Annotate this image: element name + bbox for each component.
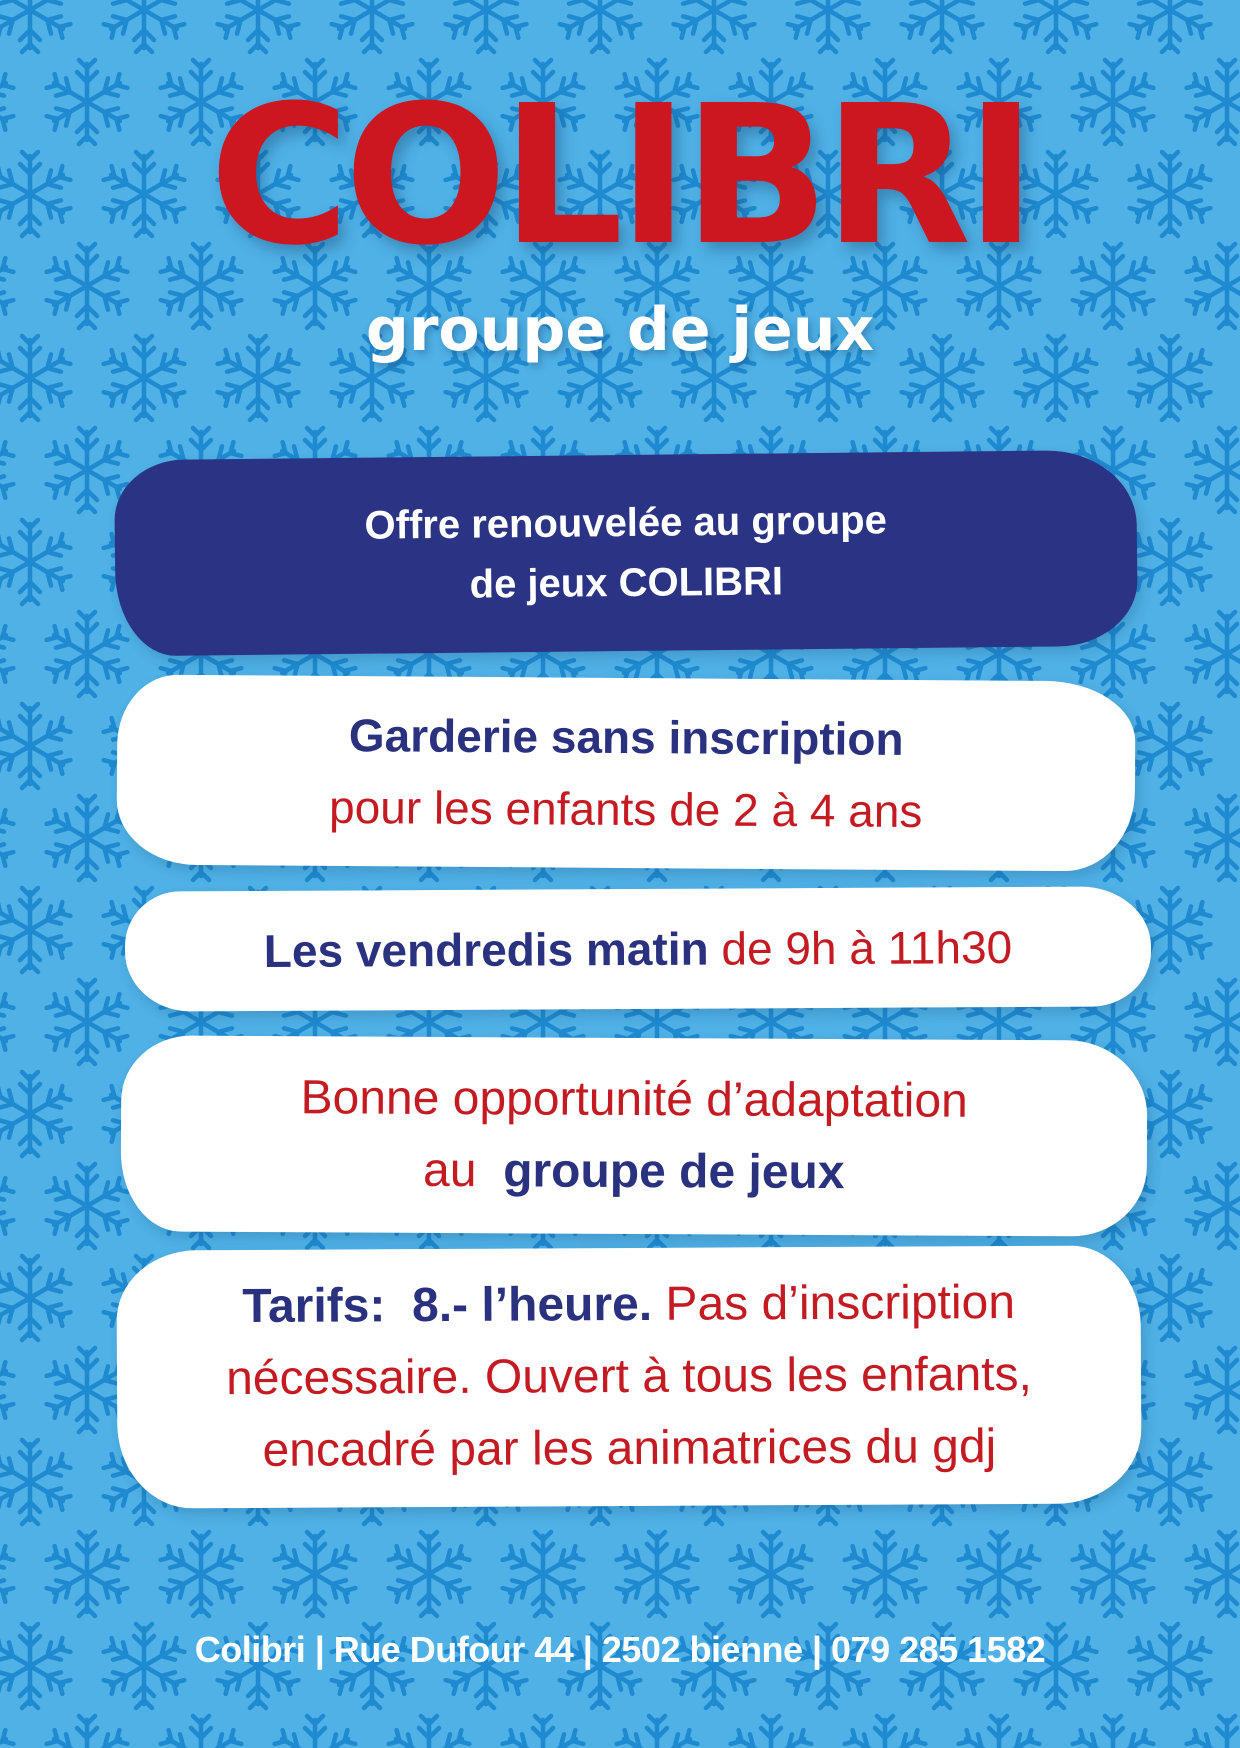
snowflake-icon <box>0 888 71 972</box>
snowflake-icon <box>1186 796 1240 880</box>
adaptation-line-2 <box>423 1135 845 1209</box>
snowflake-icon <box>1129 704 1212 788</box>
snowflake-icon <box>46 980 129 1064</box>
snowflake-icon <box>1186 1532 1240 1616</box>
snowflake-icon <box>559 0 642 52</box>
snowflake-icon <box>0 980 14 1064</box>
schedule-panel <box>125 886 1152 1011</box>
snowflake-icon <box>0 796 14 880</box>
snowflake-icon <box>46 428 129 512</box>
snowflake-icon <box>1072 1716 1155 1748</box>
snowflake-icon <box>958 1532 1041 1616</box>
snowflake-icon <box>0 1164 14 1248</box>
snowflake-icon <box>160 1532 243 1616</box>
snowflake-icon <box>1186 1348 1240 1432</box>
snowflake-icon <box>331 0 414 52</box>
snowflake-icon <box>730 1532 813 1616</box>
snowflake-icon <box>502 1532 585 1616</box>
subtitle: groupe de jeux <box>365 295 875 365</box>
snowflake-icon <box>388 1532 471 1616</box>
pricing-price: 8.- l’heure. <box>411 1277 653 1333</box>
adaptation-prefix: au <box>422 1143 477 1198</box>
snowflake-icon <box>445 0 528 52</box>
garderie-age-range: pour les enfants de 2 à 4 ans <box>328 780 923 838</box>
snowflake-icon <box>901 0 984 52</box>
snowflake-icon <box>958 1716 1041 1748</box>
snowflake-icon <box>616 1532 699 1616</box>
snowflake-icon <box>0 520 71 604</box>
pricing-line-1 <box>242 1267 1015 1343</box>
pricing-label: Tarifs: <box>242 1279 386 1334</box>
snowflake-icon <box>1186 612 1240 696</box>
snowflake-icon <box>1015 0 1098 52</box>
snowflake-icon <box>0 1716 14 1748</box>
snowflake-icon <box>1186 428 1240 512</box>
snowflake-icon <box>1129 520 1212 604</box>
snowflake-icon <box>46 796 129 880</box>
snowflake-icon <box>787 0 870 52</box>
contact-footer: Colibri | Rue Dufour 44 | 2502 bienne | 079 285 1582 <box>194 1629 1046 1670</box>
snowflake-icon <box>274 1532 357 1616</box>
adaptation-emphasis: groupe de jeux <box>503 1144 845 1200</box>
adaptation-line-1: Bonne opportunité d’adaptation <box>300 1071 968 1128</box>
snowflake-icon <box>160 1716 243 1748</box>
adaptation-panel <box>120 1035 1147 1236</box>
schedule-hours: de 9h à 11h30 <box>721 921 1013 975</box>
snowflake-icon <box>1186 1164 1240 1248</box>
garderie-panel <box>116 674 1135 871</box>
brand-title: COLIBRI <box>209 65 1031 288</box>
snowflake-icon <box>1186 1716 1240 1748</box>
snowflake-icon <box>0 1256 71 1340</box>
snowflake-icon <box>1186 980 1240 1064</box>
snowflake-icon <box>844 1532 927 1616</box>
snowflake-icon <box>0 1440 71 1524</box>
snowflake-icon <box>0 1348 14 1432</box>
offer-banner <box>114 450 1138 657</box>
offer-line-1: Offre renouvelée au groupe <box>364 498 888 548</box>
snowflake-icon <box>46 1532 129 1616</box>
schedule-line <box>264 912 1013 986</box>
snowflake-icon <box>46 1164 129 1248</box>
snowflake-icon <box>0 1532 14 1616</box>
pricing-note: Pas d’inscription <box>665 1275 1016 1331</box>
snowflake-icon <box>1129 1440 1212 1524</box>
snowflake-icon <box>0 1072 71 1156</box>
garderie-heading: Garderie sans inscription <box>348 709 904 765</box>
snowflake-icon <box>1129 0 1212 52</box>
snowflake-icon <box>217 0 300 52</box>
snowflake-icon <box>46 1716 129 1748</box>
snowflake-icon <box>673 0 756 52</box>
snowflake-icon <box>0 704 71 788</box>
pricing-line-3: encadré par les animatrices du gdj <box>262 1420 997 1477</box>
snowflake-icon <box>844 1716 927 1748</box>
snowflake-icon <box>1072 1532 1155 1616</box>
schedule-days: Les vendredis matin <box>263 922 709 977</box>
snowflake-icon <box>388 1716 471 1748</box>
snowflake-icon <box>502 1716 585 1748</box>
snowflake-icon <box>616 1716 699 1748</box>
snowflake-icon <box>46 612 129 696</box>
snowflake-icon <box>0 612 14 696</box>
snowflake-icon <box>1129 1256 1212 1340</box>
pricing-line-2: nécessaire. Ouvert à tous les enfants, <box>225 1347 1033 1406</box>
snowflake-icon <box>0 0 71 52</box>
snowflake-icon <box>730 1716 813 1748</box>
snowflake-icon <box>103 0 186 52</box>
snowflake-icon <box>274 1716 357 1748</box>
offer-line-2: de jeux COLIBRI <box>469 559 784 607</box>
snowflake-icon <box>0 428 14 512</box>
pricing-panel <box>116 1245 1141 1508</box>
